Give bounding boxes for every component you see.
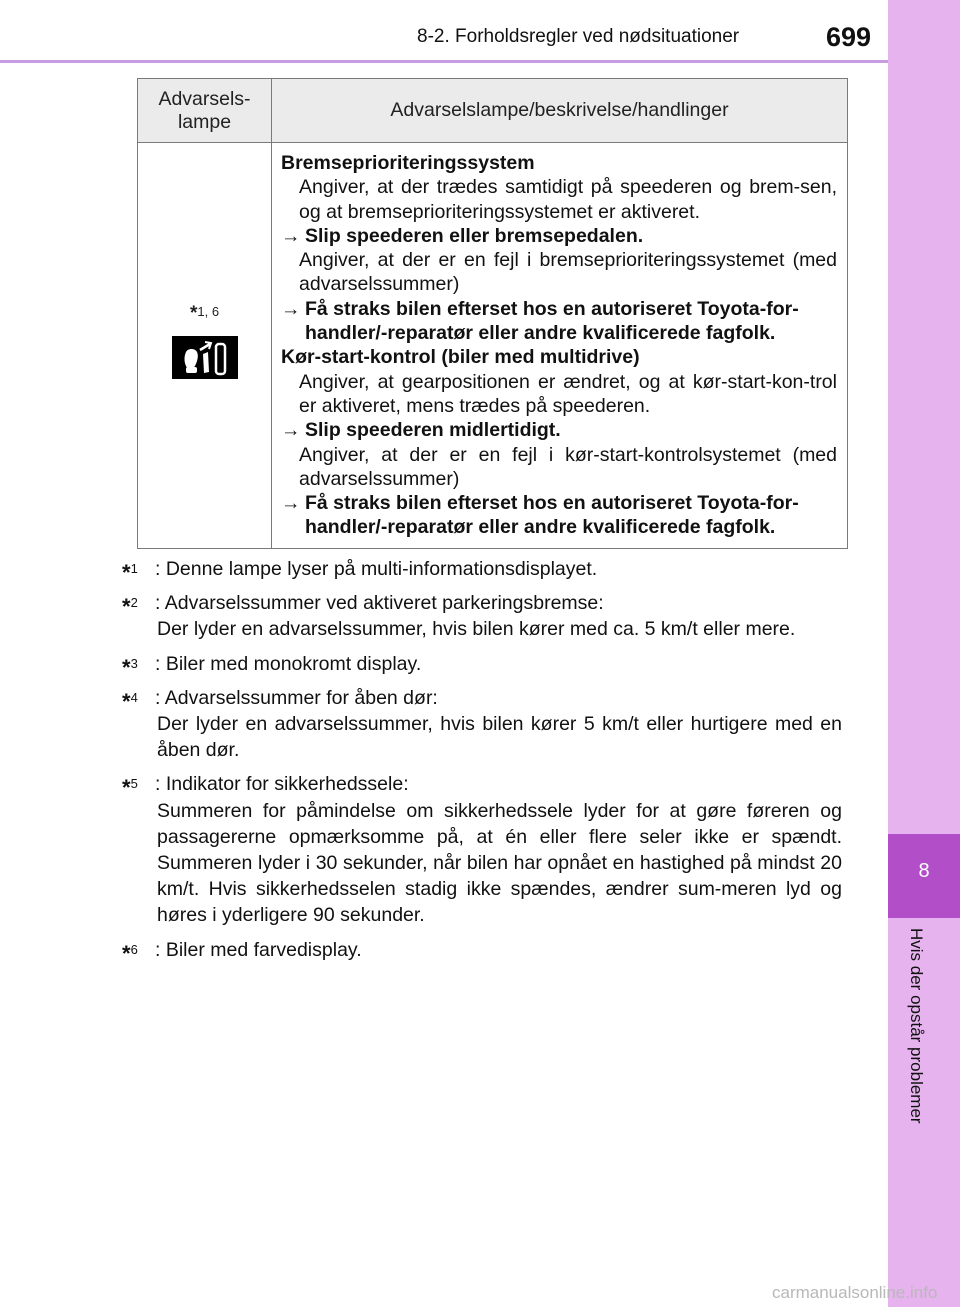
footnote-text: : Biler med farvedisplay. (155, 938, 362, 961)
lamp-cell (138, 143, 272, 549)
footnote-item (122, 556, 842, 585)
arrow-right-icon: → (281, 297, 301, 320)
table-row (138, 143, 848, 549)
lamp-footnote-ref: *1, 6 (189, 302, 220, 324)
header-description-actions: Advarselslampe/beskrivelse/handlinger (272, 79, 848, 143)
footnote-text: Der lyder en advarselssummer, hvis bilen kører 5 km/t eller hurtigere med en åben dør. (157, 713, 842, 762)
description-text: Angiver, at gearpositionen er ændret, og at kør-start-kon-trol er aktiveret, mens trædes på speederen. (299, 370, 837, 417)
action-text: Få straks bilen efterset hos en autoriseret Toyota-for-handler/-reparatør eller andre kvalificerede fagfolk. (305, 492, 799, 539)
brake-override-foot-pedal-icon (172, 336, 238, 379)
header-warning-lamp: Advarsels- lampe (138, 79, 272, 143)
footnote-marker: *$^5$ (122, 775, 138, 801)
footnotes (122, 556, 842, 971)
warning-light-table (137, 78, 848, 549)
watermark: carmanualsonline.info (772, 1283, 938, 1302)
footnote-marker: *$^1$ (122, 560, 138, 585)
footnote-text: : Denne lampe lyser på multi-informationsdisplayet. (155, 558, 598, 580)
page-number: 699 (826, 22, 872, 52)
footnote-item (122, 771, 842, 928)
block-heading: Kør-start-kontrol (biler med multidrive) (281, 346, 640, 369)
description-text: Angiver, at der er en fejl i bremseprioriteringssystemet (med advarselssummer) (299, 249, 837, 296)
block-heading: Bremseprioriteringssystem (281, 152, 535, 174)
footnote-text: : Biler med monokromt display. (155, 652, 422, 675)
footnote-marker: *$^4$ (122, 688, 138, 714)
footnote-marker: *$^2$ (122, 594, 138, 620)
footnote-item (122, 590, 842, 642)
chapter-title: Hvis der opstår problemer (907, 928, 926, 1124)
action-text: Få straks bilen efterset hos en autoriseret Toyota-for-handler/-reparatør eller andre kvalificerede fagfolk. (305, 297, 799, 345)
footnote-item (122, 685, 842, 764)
header-divider (0, 60, 888, 63)
footnote-marker: *$^6$ (122, 940, 138, 966)
section-title: 8-2. Forholdsregler ved nødsituationer (417, 26, 740, 47)
footnote-marker: *$^3$ (122, 654, 138, 680)
arrow-right-icon: → (281, 224, 301, 247)
action-instruction (281, 224, 837, 248)
action-text: Slip speederen midlertidigt. (305, 419, 561, 442)
footnote-heading: : Advarselssummer ved aktiveret parkeringsbremse: (155, 592, 604, 615)
description-text: Angiver, at der er en fejl i kør-start-kontrolsystemet (med advarselssummer) (299, 443, 837, 490)
action-instruction (281, 491, 837, 540)
description-cell (272, 143, 848, 549)
footnote-item (122, 937, 842, 966)
action-text: Slip speederen eller bremsepedalen. (305, 224, 644, 247)
action-instruction (281, 297, 837, 346)
footnote-text: Der lyder en advarselssummer, hvis bilen kører med ca. 5 km/t eller mere. (157, 618, 796, 641)
arrow-right-icon: → (281, 492, 301, 515)
footnote-item (122, 651, 842, 680)
description-text: Angiver, at der trædes samtidigt på speederen og brem-sen, og at bremseprioriteringssystemet er aktiveret. (299, 176, 837, 223)
footnote-heading: : Advarselssummer for åben dør: (155, 686, 438, 709)
table-header-row (138, 79, 848, 143)
chapter-number: 8 (918, 860, 930, 882)
footnote-text: Summeren for påmindelse om sikkerhedssele lyder for at gøre føreren og passagererne opmærksomme på, at én eller flere seler ikke er spændt. Summeren lyder i 30 sekunder, når bilen har opnået en hastighed på mindst 20 km/t. Hvis sikkerhedsselen stadig ikke spændes, ændrer sum-meren lyd og høres i yderligere 90 sekunder. (157, 799, 842, 927)
action-instruction (281, 418, 837, 442)
footnote-heading: : Indikator for sikkerhedssele: (155, 773, 409, 796)
arrow-right-icon: → (281, 419, 301, 442)
